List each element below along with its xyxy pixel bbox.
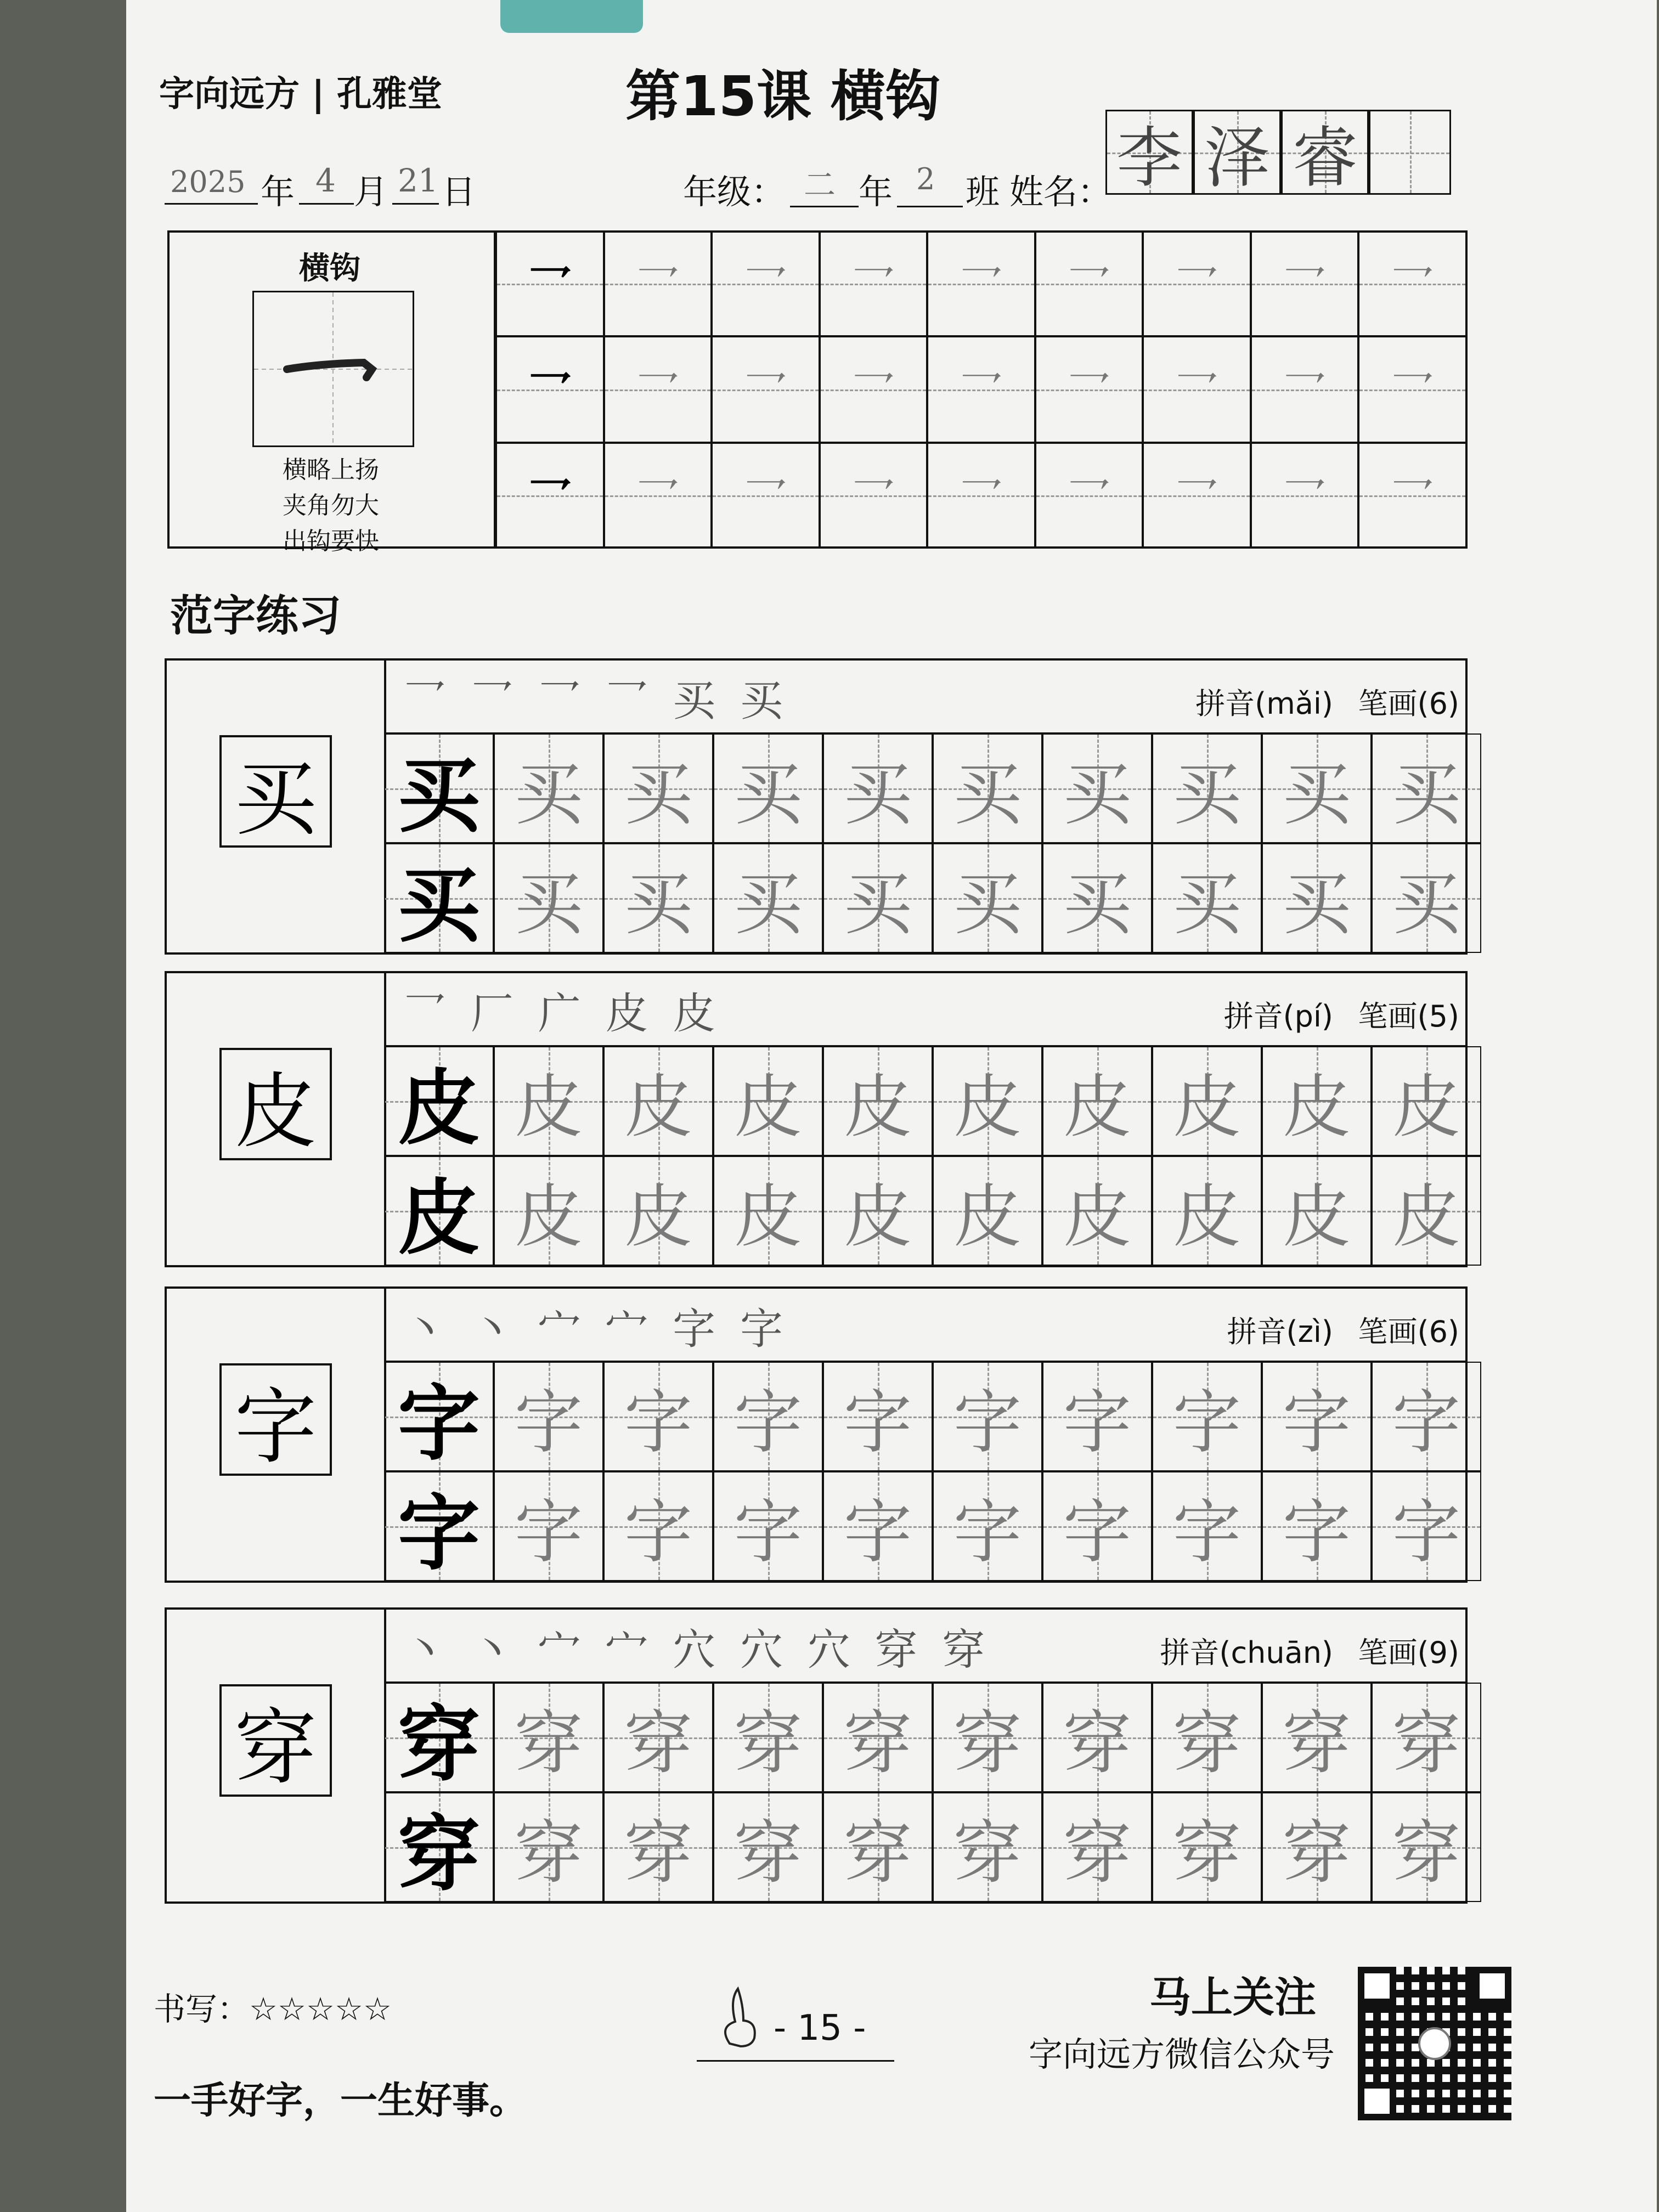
practice-glyph: 买 (1063, 755, 1132, 834)
stroke-practice-glyph: 乛 (635, 473, 680, 525)
page-number-underline (697, 2060, 894, 2062)
practice-glyph: 买 (733, 865, 803, 944)
writing-rating: 书写：☆☆☆☆☆ (154, 1990, 392, 2028)
model-cell (384, 1046, 494, 1156)
practice-cell[interactable] (1152, 733, 1262, 843)
practice-cell[interactable] (1372, 843, 1481, 953)
practice-glyph: 皮 (953, 1068, 1022, 1147)
practice-glyph: 穿 (733, 1704, 803, 1784)
page-title: 第15课 横钩 (625, 64, 940, 128)
stroke-practice-cell[interactable] (1143, 230, 1251, 336)
practice-cell[interactable] (1042, 1683, 1152, 1792)
month-value: 4 (315, 162, 336, 199)
practice-glyph: 穿 (1392, 1704, 1461, 1784)
practice-cell[interactable] (494, 843, 603, 953)
practice-glyph: 字 (1172, 1493, 1242, 1572)
practice-glyph: 字 (953, 1493, 1022, 1572)
practice-cell[interactable] (933, 1471, 1042, 1581)
practice-glyph: 穿 (1172, 1704, 1242, 1784)
practice-cell[interactable] (603, 1683, 713, 1792)
practice-glyph: 穿 (1172, 1814, 1242, 1893)
pinyin-label: 拼音(mǎi) (1195, 686, 1333, 721)
practice-cell[interactable] (823, 1362, 933, 1471)
practice-cell[interactable] (1262, 1362, 1372, 1471)
practice-glyph: 皮 (1282, 1068, 1351, 1147)
practice-cell[interactable] (713, 1362, 823, 1471)
practice-glyph: 买 (1282, 865, 1351, 944)
year-value: 2025 (170, 165, 246, 199)
name-box-2: 泽 (1193, 110, 1281, 195)
stroke-practice-cell[interactable] (820, 336, 928, 442)
stroke-practice-cell[interactable] (927, 443, 1035, 549)
stroke-practice-cell[interactable] (820, 443, 928, 549)
practice-glyph: 字 (1282, 1383, 1351, 1463)
practice-cell[interactable] (933, 1683, 1042, 1792)
practice-cell[interactable] (494, 1046, 603, 1156)
stroke-practice-cell[interactable] (1251, 336, 1359, 442)
practice-glyph: 买 (843, 865, 912, 944)
practice-cell[interactable] (933, 1792, 1042, 1902)
binder-clip (500, 0, 643, 33)
practice-cell[interactable] (713, 1683, 823, 1792)
stroke-practice-cell[interactable] (820, 230, 928, 336)
practice-cell[interactable] (1042, 843, 1152, 953)
stroke-count-label: 笔画(5) (1358, 999, 1459, 1034)
stroke-practice-glyph: 乛 (959, 473, 1003, 525)
stroke-order: 乛 厂 广 皮 皮 (403, 989, 721, 1039)
practice-cell[interactable] (823, 733, 933, 843)
practice-cell[interactable] (823, 1156, 933, 1266)
practice-glyph: 皮 (733, 1068, 803, 1147)
nian-label: 年 (859, 172, 893, 212)
practice-cell[interactable] (713, 1792, 823, 1902)
name-box-3: 睿 (1281, 110, 1369, 195)
practice-cell[interactable] (823, 843, 933, 953)
class-underline (897, 206, 963, 207)
practice-glyph: 买 (1392, 755, 1461, 834)
day-label: 日 (442, 172, 476, 212)
practice-glyph: 穿 (514, 1704, 583, 1784)
practice-cell[interactable] (823, 1046, 933, 1156)
name-label: 姓名： (1009, 172, 1112, 212)
model-character: 字 (234, 1379, 317, 1475)
practice-cell[interactable] (1042, 1792, 1152, 1902)
practice-glyph: 字 (514, 1493, 583, 1572)
practice-cell[interactable] (1372, 1046, 1481, 1156)
stroke-practice-glyph: 乛 (1390, 368, 1435, 419)
practice-cell[interactable] (603, 1362, 713, 1471)
practice-glyph: 字 (624, 1493, 693, 1572)
stroke-diagram-art (254, 292, 413, 445)
practice-cell[interactable] (1152, 1362, 1262, 1471)
practice-glyph: 穿 (514, 1814, 583, 1893)
practice-glyph: 字 (514, 1383, 583, 1463)
practice-cell[interactable] (603, 843, 713, 953)
stroke-practice-cell[interactable] (604, 230, 712, 336)
stroke-practice-glyph: 乛 (1066, 262, 1111, 313)
model-glyph: 穿 (397, 1807, 480, 1903)
practice-cell[interactable] (494, 1362, 603, 1471)
grade-underline (790, 206, 859, 207)
practice-cell[interactable] (1262, 1046, 1372, 1156)
practice-cell[interactable] (1262, 1471, 1372, 1581)
model-cell (384, 843, 494, 953)
practice-cell[interactable] (494, 1156, 603, 1266)
practice-cell[interactable] (1152, 1471, 1262, 1581)
practice-glyph: 穿 (953, 1704, 1022, 1784)
practice-cell[interactable] (933, 843, 1042, 953)
practice-glyph: 穿 (843, 1704, 912, 1784)
stroke-practice-glyph: 乛 (1390, 473, 1435, 525)
class-label: 班 (966, 172, 1000, 212)
practice-cell[interactable] (1152, 1046, 1262, 1156)
model-character: 皮 (234, 1064, 317, 1160)
pinyin-label: 拼音(zì) (1227, 1314, 1333, 1349)
practice-glyph: 穿 (624, 1814, 693, 1893)
practice-cell[interactable] (494, 733, 603, 843)
stroke-practice-glyph: 乛 (635, 262, 680, 313)
practice-cell[interactable] (713, 1156, 823, 1266)
practice-cell[interactable] (603, 733, 713, 843)
practice-cell[interactable] (713, 1471, 823, 1581)
practice-cell[interactable] (1372, 733, 1481, 843)
stroke-practice-cell[interactable] (496, 443, 604, 549)
practice-glyph: 皮 (1063, 1068, 1132, 1147)
practice-cell[interactable] (1372, 1362, 1481, 1471)
stroke-practice-cell[interactable] (712, 443, 820, 549)
stroke-practice-glyph: 乛 (635, 368, 680, 419)
practice-cell[interactable] (933, 1362, 1042, 1471)
practice-cell[interactable] (823, 1792, 933, 1902)
stroke-practice-cell[interactable] (1035, 336, 1143, 442)
stroke-practice-cell[interactable] (1358, 336, 1466, 442)
stroke-order: 丶 丶 宀 宀 穴 穴 穴 穿 穿 (403, 1626, 991, 1675)
model-glyph: 穿 (397, 1697, 480, 1793)
practice-glyph: 买 (1392, 865, 1461, 944)
practice-cell[interactable] (1042, 733, 1152, 843)
stroke-diagram (252, 291, 414, 447)
model-glyph: 买 (397, 748, 480, 844)
stroke-practice-cell[interactable] (1358, 443, 1466, 549)
model-glyph: 买 (397, 858, 480, 953)
stroke-practice-cell[interactable] (1035, 443, 1143, 549)
practice-glyph: 皮 (1282, 1177, 1351, 1257)
practice-glyph: 皮 (843, 1177, 912, 1257)
stroke-practice-cell[interactable] (1358, 230, 1466, 336)
practice-glyph: 皮 (1392, 1177, 1461, 1257)
stroke-practice-glyph: 乛 (528, 262, 572, 313)
stroke-practice-glyph: 乛 (743, 473, 788, 525)
stroke-practice-glyph: 乛 (528, 473, 572, 525)
stroke-practice-glyph: 乛 (528, 368, 572, 419)
practice-cell[interactable] (494, 1471, 603, 1581)
month-label: 月 (354, 172, 388, 212)
practice-glyph: 字 (733, 1383, 803, 1463)
practice-cell[interactable] (1262, 733, 1372, 843)
practice-cell[interactable] (1152, 1156, 1262, 1266)
practice-glyph: 字 (1282, 1493, 1351, 1572)
practice-cell[interactable] (823, 1471, 933, 1581)
model-glyph: 皮 (397, 1171, 480, 1266)
practice-glyph: 字 (843, 1383, 912, 1463)
section-title: 范字练习 (170, 591, 342, 641)
stroke-practice-glyph: 乛 (1282, 473, 1327, 525)
practice-glyph: 皮 (1063, 1177, 1132, 1257)
practice-glyph: 皮 (514, 1177, 583, 1257)
stroke-count-label: 笔画(9) (1358, 1635, 1459, 1670)
pinyin-label: 拼音(chuān) (1160, 1635, 1333, 1670)
practice-cell[interactable] (1262, 1156, 1372, 1266)
stroke-practice-cell[interactable] (927, 336, 1035, 442)
pinyin-label: 拼音(pí) (1223, 999, 1333, 1034)
stroke-order: 乛 乛 乛 乛 买 买 (403, 676, 788, 726)
model-glyph: 字 (397, 1376, 480, 1472)
practice-cell[interactable] (1372, 1471, 1481, 1581)
practice-cell[interactable] (603, 1156, 713, 1266)
stroke-practice-glyph: 乛 (1066, 473, 1111, 525)
practice-cell[interactable] (1152, 1683, 1262, 1792)
practice-glyph: 字 (624, 1383, 693, 1463)
grade-label: 年级： (683, 172, 786, 212)
practice-glyph: 买 (514, 755, 583, 834)
stroke-practice-cell[interactable] (1143, 443, 1251, 549)
practice-glyph: 字 (843, 1493, 912, 1572)
brand-logo: 字向远方 | 孔雅堂 (159, 74, 442, 115)
model-glyph: 皮 (397, 1061, 480, 1156)
name-box-4 (1369, 110, 1451, 195)
stroke-practice-glyph: 乛 (1066, 368, 1111, 419)
practice-glyph: 字 (1392, 1493, 1461, 1572)
practice-cell[interactable] (823, 1683, 933, 1792)
class-value: 2 (916, 162, 935, 196)
model-cell (384, 1792, 494, 1902)
practice-glyph: 字 (1063, 1383, 1132, 1463)
model-cell (384, 1362, 494, 1471)
model-character: 买 (234, 751, 317, 847)
stroke-practice-glyph: 乛 (1282, 368, 1327, 419)
practice-cell[interactable] (1042, 1471, 1152, 1581)
practice-cell[interactable] (603, 1792, 713, 1902)
model-cell (384, 1683, 494, 1792)
practice-cell[interactable] (1262, 1683, 1372, 1792)
practice-glyph: 买 (514, 865, 583, 944)
practice-glyph: 穿 (624, 1704, 693, 1784)
practice-glyph: 买 (843, 755, 912, 834)
practice-glyph: 买 (1282, 755, 1351, 834)
practice-glyph: 穿 (1282, 1814, 1351, 1893)
practice-glyph: 字 (1392, 1383, 1461, 1463)
stroke-practice-cell[interactable] (712, 336, 820, 442)
stroke-practice-cell[interactable] (1035, 230, 1143, 336)
practice-cell[interactable] (933, 1156, 1042, 1266)
practice-glyph: 皮 (733, 1177, 803, 1257)
practice-cell[interactable] (713, 733, 823, 843)
page-number: - 15 - (774, 2008, 866, 2049)
stroke-tip-2: 夹角勿大 (283, 492, 379, 520)
model-character-box (219, 1048, 332, 1160)
model-cell (384, 1471, 494, 1581)
stroke-practice-cell[interactable] (927, 230, 1035, 336)
practice-glyph: 穿 (843, 1814, 912, 1893)
practice-glyph: 皮 (624, 1177, 693, 1257)
model-character: 穿 (234, 1700, 317, 1796)
stroke-practice-cell[interactable] (604, 336, 712, 442)
practice-glyph: 穿 (953, 1814, 1022, 1893)
stroke-title: 横钩 (299, 251, 360, 286)
practice-cell[interactable] (1152, 843, 1262, 953)
stroke-practice-glyph: 乛 (1282, 262, 1327, 313)
practice-cell[interactable] (933, 733, 1042, 843)
stroke-practice-cell[interactable] (496, 336, 604, 442)
practice-glyph: 皮 (514, 1068, 583, 1147)
stroke-practice-glyph: 乛 (851, 262, 895, 313)
practice-glyph: 买 (1172, 755, 1242, 834)
practice-cell[interactable] (1152, 1792, 1262, 1902)
stroke-practice-cell[interactable] (604, 443, 712, 549)
practice-glyph: 皮 (1172, 1068, 1242, 1147)
practice-glyph: 买 (953, 755, 1022, 834)
practice-glyph: 皮 (843, 1068, 912, 1147)
year-underline (165, 203, 258, 205)
practice-glyph: 买 (624, 755, 693, 834)
stroke-practice-glyph: 乛 (1175, 262, 1219, 313)
stroke-practice-glyph: 乛 (959, 262, 1003, 313)
stroke-practice-glyph: 乛 (1390, 262, 1435, 313)
year-label: 年 (261, 172, 295, 212)
month-underline (299, 203, 354, 205)
practice-glyph: 皮 (1172, 1177, 1242, 1257)
name-box-1: 李 (1105, 110, 1193, 195)
practice-glyph: 字 (733, 1493, 803, 1572)
slogan: 一手好字，一生好事。 (154, 2079, 527, 2123)
model-cell (384, 733, 494, 843)
practice-cell[interactable] (1042, 1362, 1152, 1471)
practice-cell[interactable] (1042, 1156, 1152, 1266)
stroke-count-label: 笔画(6) (1358, 1314, 1459, 1349)
stroke-practice-glyph: 乛 (959, 368, 1003, 419)
practice-cell[interactable] (1042, 1046, 1152, 1156)
practice-cell[interactable] (1262, 1792, 1372, 1902)
practice-glyph: 买 (1172, 865, 1242, 944)
stroke-practice-cell[interactable] (1143, 336, 1251, 442)
practice-glyph: 穿 (1392, 1814, 1461, 1893)
practice-glyph: 买 (733, 755, 803, 834)
model-character-box (219, 1684, 332, 1797)
stroke-count-label: 笔画(6) (1358, 686, 1459, 721)
practice-cell[interactable] (494, 1683, 603, 1792)
practice-glyph: 买 (953, 865, 1022, 944)
practice-cell[interactable] (713, 843, 823, 953)
day-underline (392, 203, 439, 205)
model-cell (384, 1156, 494, 1266)
stroke-tip-3: 出钩要快 (283, 527, 379, 555)
practice-glyph: 穿 (1063, 1704, 1132, 1784)
practice-cell[interactable] (494, 1792, 603, 1902)
practice-cell[interactable] (1262, 843, 1372, 953)
model-character-box (219, 735, 332, 848)
follow-title: 马上关注 (1149, 1973, 1316, 2022)
practice-cell[interactable] (1372, 1156, 1481, 1266)
qr-code[interactable] (1358, 1967, 1511, 2120)
practice-glyph: 字 (1063, 1493, 1132, 1572)
grade-value: 二 (804, 166, 836, 204)
model-glyph: 字 (397, 1486, 480, 1582)
practice-glyph: 皮 (624, 1068, 693, 1147)
stroke-practice-glyph: 乛 (743, 368, 788, 419)
practice-cell[interactable] (603, 1471, 713, 1581)
stroke-practice-cell[interactable] (496, 230, 604, 336)
rabbit-icon (697, 1978, 779, 2060)
day-value: 21 (398, 162, 438, 199)
practice-cell[interactable] (713, 1046, 823, 1156)
stroke-practice-glyph: 乛 (1175, 473, 1219, 525)
practice-cell[interactable] (1372, 1792, 1481, 1902)
stroke-tip-1: 横略上扬 (283, 456, 379, 484)
stroke-practice-cell[interactable] (1251, 230, 1359, 336)
practice-cell[interactable] (1372, 1683, 1481, 1792)
practice-glyph: 穿 (1282, 1704, 1351, 1784)
practice-glyph: 穿 (733, 1814, 803, 1893)
stroke-practice-cell[interactable] (712, 230, 820, 336)
stroke-practice-glyph: 乛 (1175, 368, 1219, 419)
practice-glyph: 字 (1172, 1383, 1242, 1463)
practice-glyph: 买 (1063, 865, 1132, 944)
practice-glyph: 买 (624, 865, 693, 944)
stroke-practice-glyph: 乛 (851, 473, 895, 525)
stroke-practice-cell[interactable] (1251, 443, 1359, 549)
practice-glyph: 穿 (1063, 1814, 1132, 1893)
stroke-order: 丶 丶 宀 宀 字 字 (403, 1305, 788, 1354)
model-character-box (219, 1363, 332, 1476)
practice-cell[interactable] (603, 1046, 713, 1156)
practice-glyph: 皮 (953, 1177, 1022, 1257)
practice-glyph: 皮 (1392, 1068, 1461, 1147)
stroke-practice-glyph: 乛 (851, 368, 895, 419)
practice-cell[interactable] (933, 1046, 1042, 1156)
practice-glyph: 字 (953, 1383, 1022, 1463)
stroke-practice-glyph: 乛 (743, 262, 788, 313)
follow-subtitle: 字向远方微信公众号 (1029, 2034, 1335, 2074)
